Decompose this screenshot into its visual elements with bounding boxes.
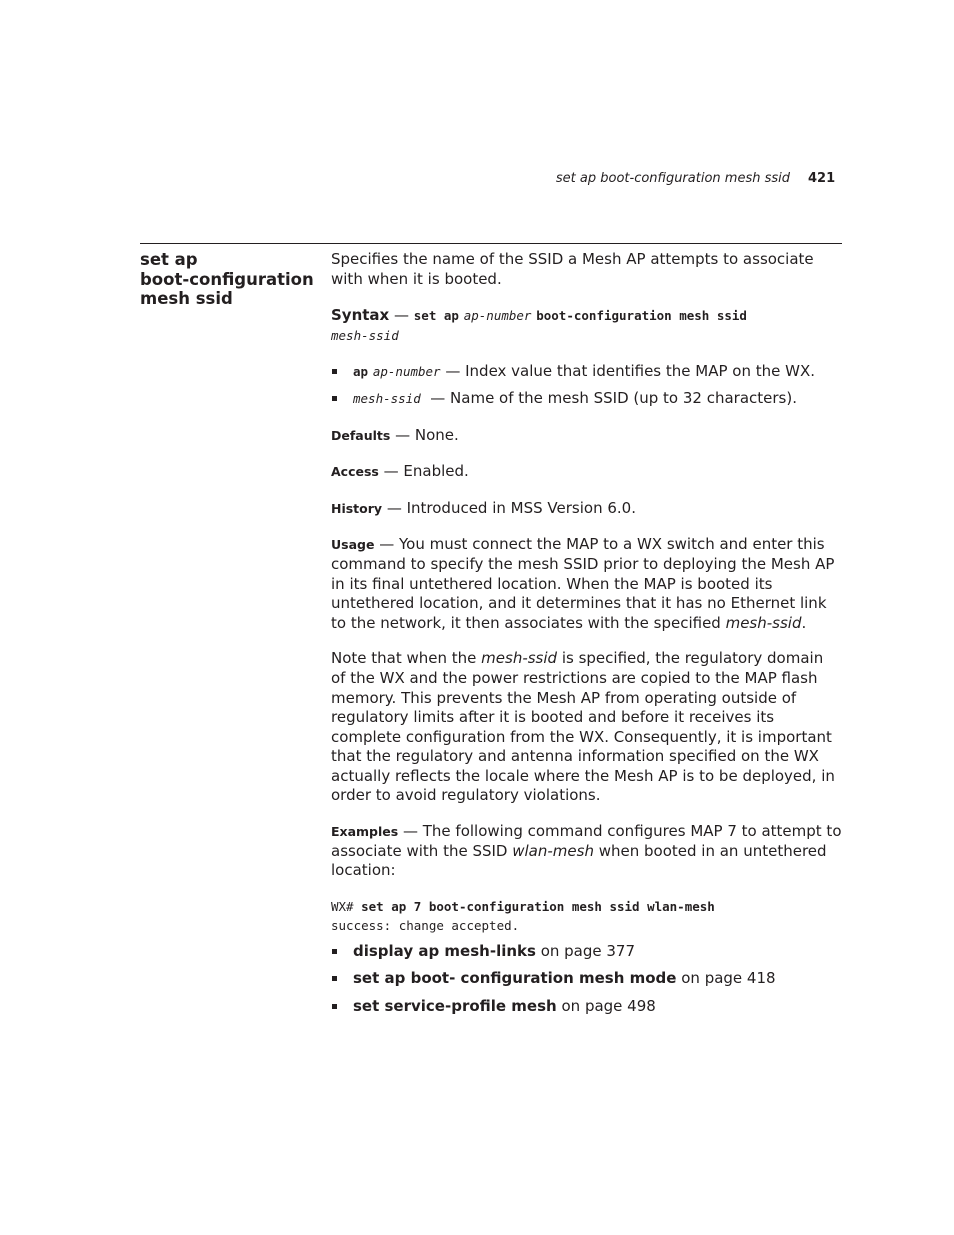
syntax-argument: ap-number (463, 308, 532, 324)
see-also-page: on page 377 (535, 941, 636, 960)
access-row (331, 462, 842, 482)
note-paragraph (331, 649, 842, 806)
defaults-row (331, 426, 842, 446)
section-title-line: mesh ssid (140, 289, 233, 308)
parameter-keyword: ap (353, 364, 369, 380)
code-prompt: WX# (331, 898, 362, 914)
syntax-dash: — (389, 306, 414, 325)
command-body (331, 250, 842, 1017)
see-also-list (331, 942, 842, 1017)
defaults-value: — None. (390, 425, 459, 444)
see-also-item (331, 969, 842, 989)
code-command: set ap 7 boot-configuration mesh ssid wlan-mesh (361, 898, 715, 914)
section-title-line: set ap (140, 250, 198, 269)
see-also-link[interactable]: set service-profile mesh (353, 997, 557, 1016)
note-italic: mesh-ssid (481, 649, 558, 668)
access-value: — Enabled. (378, 462, 469, 481)
see-also-link[interactable]: set ap boot- configuration mesh mode (353, 969, 677, 988)
see-also-page: on page 498 (556, 997, 656, 1016)
syntax-argument: mesh-ssid (331, 327, 399, 343)
section-divider (140, 243, 842, 244)
defaults-label: Defaults (331, 427, 391, 443)
see-also-item (331, 942, 842, 962)
examples-label: Examples (331, 824, 399, 840)
usage-text: — You must connect the MAP to a WX switch and enter this command to specify the mesh SSID prior to deploying the Mesh AP in its final untethered location. When the MAP is booted its untethered location, and it determines that it has no Ethernet link to the network, it then associates with the specified (331, 535, 835, 632)
usage-paragraph (331, 535, 842, 633)
syntax-label: Syntax (331, 306, 390, 325)
usage-text-end: . (801, 613, 807, 632)
page-number: 421 (808, 171, 836, 186)
section-title (140, 250, 320, 309)
description: Specifies the name of the SSID a Mesh AP attempts to associate with when it is booted. (331, 250, 814, 288)
section-title-line: boot-configuration (140, 269, 314, 289)
syntax-block (331, 306, 842, 345)
parameter-argument: ap-number (372, 364, 441, 380)
note-text: Note that when the (331, 649, 482, 668)
examples-text-end: when booted in an untethered location: (331, 841, 827, 880)
usage-italic: mesh-ssid (725, 613, 802, 632)
note-text-end: is specified, the regulatory domain of the WX and the power restrictions are copied to the MAP flash memory. This prevents the Mesh AP from operating outside of regulatory limits after it is booted and before it receives its complete configuration from the WX. Consequently, it is important that the regulatory and antenna information specified on the WX actually reflects the locale where the Mesh AP is to be deployed, in order to avoid regulatory violations. (331, 649, 835, 805)
parameter-item (331, 389, 842, 409)
examples-text: — The following command configures MAP 7 to attempt to associate with the SSID (331, 822, 842, 860)
syntax-keyword: set ap (413, 308, 459, 324)
code-example (331, 897, 842, 935)
code-output: success: change accepted. (331, 917, 520, 933)
history-label: History (331, 500, 383, 516)
parameter-item (331, 362, 842, 382)
usage-label: Usage (331, 537, 375, 553)
examples-italic: wlan-mesh (512, 841, 594, 860)
history-value: — Introduced in MSS Version 6.0. (382, 498, 636, 517)
see-also-item (331, 997, 842, 1017)
examples-paragraph (331, 822, 842, 881)
running-title: set ap boot-configuration mesh ssid (555, 171, 790, 186)
access-label: Access (331, 464, 379, 480)
parameter-description: — Index value that identifies the MAP on the WX. (440, 362, 815, 381)
parameter-argument: mesh-ssid (353, 390, 421, 406)
see-also-page: on page 418 (676, 969, 776, 988)
parameter-list (331, 362, 842, 408)
parameter-description: — Name of the mesh SSID (up to 32 characters). (420, 388, 797, 407)
see-also-link[interactable]: display ap mesh-links (353, 941, 536, 960)
history-row (331, 499, 842, 519)
syntax-keyword: boot-configuration mesh ssid (536, 308, 747, 324)
